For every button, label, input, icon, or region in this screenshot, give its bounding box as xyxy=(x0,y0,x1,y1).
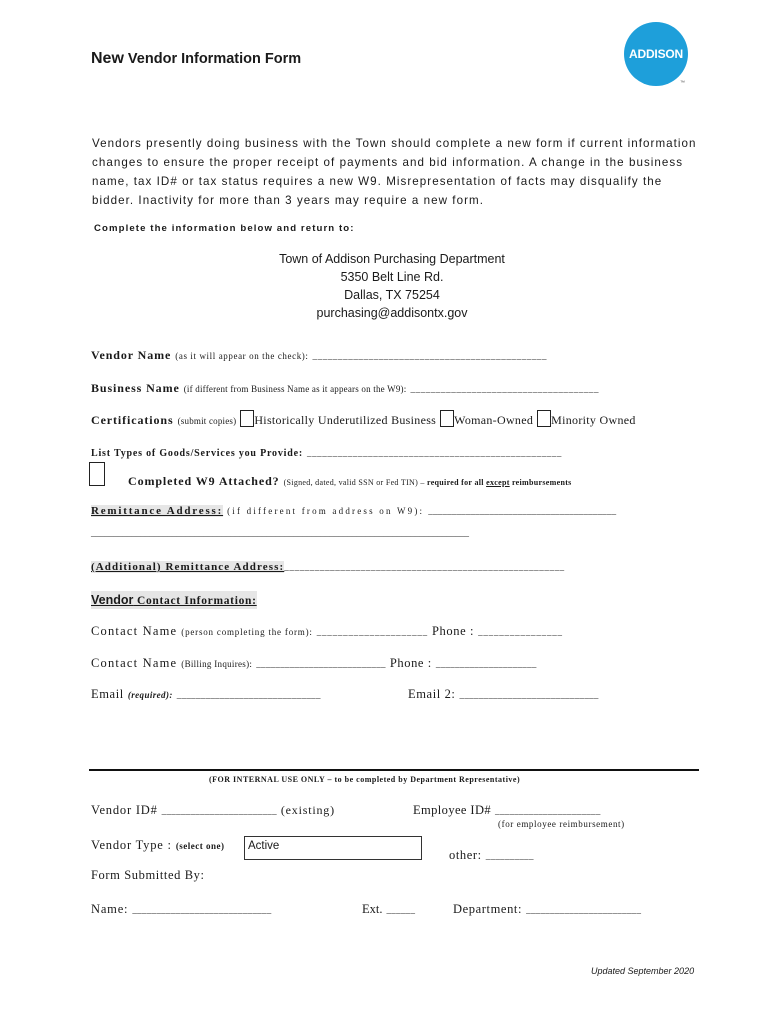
minority-owned-checkbox[interactable] xyxy=(537,410,551,427)
email2-field[interactable]: _____________________________ xyxy=(459,690,599,700)
phone-label-2: Phone : xyxy=(389,656,432,670)
vendor-type-value: Active xyxy=(248,840,280,852)
email-field[interactable]: ______________________________ xyxy=(176,690,321,700)
certifications-note: (submit copies) xyxy=(177,416,237,426)
vendor-id-row xyxy=(91,801,335,819)
other-label: other: xyxy=(449,848,482,862)
additional-remittance-label: (Additional) Remittance Address: xyxy=(91,561,285,573)
certifications-row xyxy=(91,410,636,429)
vendor-name-row xyxy=(91,346,547,364)
address-line-1: Town of Addison Purchasing Department xyxy=(279,252,505,266)
remittance-row xyxy=(91,501,616,519)
logo-text: ADDISON xyxy=(629,47,683,61)
w9-reimbursements: reimbursements xyxy=(509,478,572,487)
name-row xyxy=(91,900,272,918)
hub-checkbox[interactable] xyxy=(240,410,254,427)
vendor-id-label: Vendor ID# xyxy=(91,803,158,817)
phone-label-1: Phone : xyxy=(432,624,475,638)
address-email[interactable]: purchasing@addisontx.gov xyxy=(316,306,468,320)
vendor-name-label: Vendor Name xyxy=(91,348,172,362)
business-name-row xyxy=(91,379,599,397)
w9-note: (Signed, dated, valid SSN or Fed TIN) – xyxy=(283,478,425,487)
email2-row xyxy=(408,685,599,703)
internal-use-heading: (FOR INTERNAL USE ONLY – to be completed by Department Representative) xyxy=(209,775,521,784)
section-divider xyxy=(89,769,699,771)
title-new: New xyxy=(91,50,124,67)
ext-field[interactable]: ______ xyxy=(386,905,416,915)
ext-label: Ext. xyxy=(362,902,383,916)
vendor-contact-heading-a: Vendor xyxy=(91,593,134,607)
w9-except: except xyxy=(486,478,510,487)
email2-label: Email 2: xyxy=(408,687,456,701)
email-row xyxy=(91,685,321,703)
other-row xyxy=(449,846,534,864)
goods-services-row xyxy=(91,443,562,461)
business-name-field[interactable]: _____________________________________ xyxy=(410,384,600,394)
vendor-id-field[interactable]: ________________________ xyxy=(161,806,277,816)
address-line-2: 5350 Belt Line Rd. xyxy=(340,270,444,284)
ext-row xyxy=(362,900,415,918)
business-name-note: (if different from Business Name as it appears on the W9): xyxy=(183,384,407,394)
department-row xyxy=(453,900,641,918)
phone-field-1[interactable]: ________________ xyxy=(478,627,563,637)
vendor-type-note: (select one) xyxy=(175,841,225,851)
logo-trademark: ™ xyxy=(680,80,685,86)
name-field[interactable]: _____________________________ xyxy=(132,905,272,915)
existing-label: (existing) xyxy=(280,803,335,817)
vendor-type-row xyxy=(91,836,225,854)
intro-paragraph: Vendors presently doing business with the Town should complete a new form if current information changes to ensure the proper receipt of payments and bid information. A change in the business name, tax ID# or tax status requires a new W9. Misrepresentation of facts may disqualify the bidder. Inactivity for more than 3 years may require a new form. xyxy=(92,137,697,207)
business-name-label: Business Name xyxy=(91,381,180,395)
hub-label: Historically Underutilized Business xyxy=(254,413,437,427)
address-line-3: Dallas, TX 75254 xyxy=(344,288,440,302)
contact-name-label-2: Contact Name xyxy=(91,656,178,670)
employee-reimbursement-note: (for employee reimbursement) xyxy=(498,819,625,829)
contact-row-1 xyxy=(91,622,563,640)
additional-remittance-field[interactable]: _______________________________________________________ xyxy=(284,562,565,572)
w9-row xyxy=(128,472,572,490)
other-field[interactable]: __________ xyxy=(485,851,534,861)
department-label: Department: xyxy=(453,902,523,916)
w9-checkbox[interactable] xyxy=(89,462,105,486)
title-rest: Vendor Information Form xyxy=(123,51,302,67)
contact-row-2 xyxy=(91,654,537,672)
page-title xyxy=(91,50,301,68)
contact-name-note-2: (Billing Inquires): xyxy=(181,659,253,669)
minority-owned-label: Minority Owned xyxy=(551,413,636,427)
updated-date: Updated September 2020 xyxy=(591,966,695,976)
contact-name-field-1[interactable]: _____________________ xyxy=(316,627,428,637)
w9-required: required for all xyxy=(424,478,487,487)
vendor-type-label: Vendor Type : xyxy=(91,838,172,852)
remittance-label: Remittance Address: xyxy=(91,505,224,517)
name-label: Name: xyxy=(91,902,129,916)
vendor-name-note: (as it will appear on the check): xyxy=(175,351,309,361)
certifications-label: Certifications xyxy=(91,413,174,427)
phone-field-2[interactable]: _____________________ xyxy=(435,659,537,669)
form-submitted-by-label: Form Submitted By: xyxy=(91,868,205,882)
vendor-contact-heading xyxy=(91,591,257,609)
contact-name-note-1: (person completing the form): xyxy=(181,627,313,637)
remittance-field[interactable]: ________________________________________ xyxy=(428,506,617,516)
employee-id-field[interactable]: ______________________ xyxy=(495,806,601,816)
complete-heading: Complete the information below and return to: xyxy=(94,223,355,234)
addison-logo xyxy=(624,22,688,86)
contact-name-field-2[interactable]: ___________________________ xyxy=(256,659,386,669)
vendor-name-field[interactable]: ______________________________________________ xyxy=(312,351,548,361)
remittance-note: (if different from address on W9): xyxy=(227,506,425,516)
remittance-field-2[interactable]: ____________________________________________________________________________________ xyxy=(91,528,469,538)
goods-services-field[interactable]: __________________________________________________ xyxy=(306,448,562,458)
contact-name-label-1: Contact Name xyxy=(91,624,178,638)
additional-remittance-row xyxy=(91,557,565,575)
woman-owned-checkbox[interactable] xyxy=(440,410,454,427)
email-label: Email xyxy=(91,687,124,701)
woman-owned-label: Woman-Owned xyxy=(454,413,534,427)
vendor-contact-heading-b: Contact Information: xyxy=(133,595,257,607)
employee-id-row xyxy=(413,801,601,819)
w9-label: Completed W9 Attached? xyxy=(128,474,280,488)
employee-id-label: Employee ID# xyxy=(413,803,492,817)
email-required: (required): xyxy=(127,690,173,700)
goods-services-label: List Types of Goods/Services you Provide: xyxy=(91,448,303,459)
department-field[interactable]: ________________________ xyxy=(526,905,642,915)
